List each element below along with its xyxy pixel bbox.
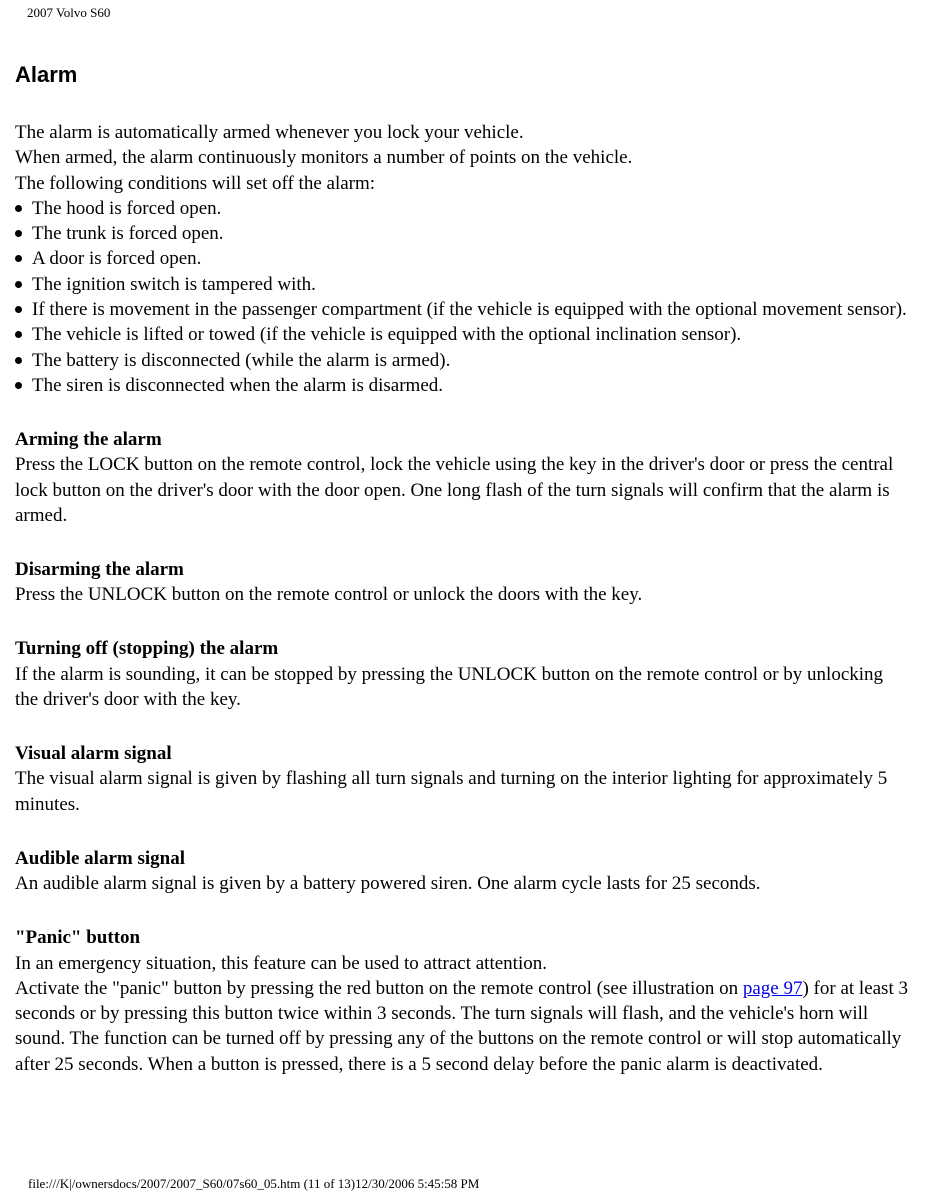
list-item xyxy=(15,196,910,221)
list-item-text: A door is forced open. xyxy=(32,248,202,270)
section-body: Press the UNLOCK button on the remote control or unlock the doors with the key. xyxy=(15,584,643,606)
alarm-conditions-list xyxy=(15,196,910,398)
section-audible-signal xyxy=(15,846,910,897)
section-panic-button xyxy=(15,925,910,1077)
section-turning-off xyxy=(15,636,910,712)
list-item xyxy=(15,221,910,246)
list-item-text: The hood is forced open. xyxy=(32,197,222,219)
section-body: In an emergency situation, this feature can be used to attract attention. xyxy=(15,952,547,974)
list-item-text: The siren is disconnected when the alarm is disarmed. xyxy=(32,374,444,396)
list-item xyxy=(15,246,910,271)
list-item-text: The vehicle is lifted or towed (if the vehicle is equipped with the optional inclination sensor). xyxy=(32,324,742,346)
page-97-link[interactable]: page 97 xyxy=(742,977,803,999)
page-title: Alarm xyxy=(15,62,78,87)
section-body xyxy=(15,976,910,1077)
section-arming xyxy=(15,427,910,528)
list-item xyxy=(15,373,910,398)
intro-line: When armed, the alarm continuously monitors a number of points on the vehicle. xyxy=(15,147,633,169)
bullet-icon xyxy=(15,205,22,212)
list-item-text: The ignition switch is tampered with. xyxy=(32,273,316,295)
list-item xyxy=(15,297,910,322)
section-heading: Turning off (stopping) the alarm xyxy=(15,638,279,660)
bullet-icon xyxy=(15,331,22,338)
bullet-icon xyxy=(15,382,22,389)
section-disarming xyxy=(15,557,910,608)
panic-text-before-link: Activate the "panic" button by pressing the red button on the remote control (see illustration on xyxy=(15,977,743,999)
section-heading: Disarming the alarm xyxy=(15,559,184,581)
list-item-text: If there is movement in the passenger compartment (if the vehicle is equipped with the optional movement sensor). xyxy=(32,299,907,321)
bullet-icon xyxy=(15,281,22,288)
section-body: Press the LOCK button on the remote control, lock the vehicle using the key in the driver's door or press the central lock button on the driver's door with the door open. One long flash of the turn signals will confirm that the alarm is armed. xyxy=(15,454,894,526)
list-item xyxy=(15,272,910,297)
document-footer: file:///K|/ownersdocs/2007/2007_S60/07s60_05.htm (11 of 13)12/30/2006 5:45:58 PM xyxy=(28,1176,480,1191)
bullet-icon xyxy=(15,255,22,262)
section-visual-signal xyxy=(15,741,910,817)
list-item xyxy=(15,322,910,347)
intro xyxy=(15,120,910,196)
bullet-icon xyxy=(15,230,22,237)
list-item-text: The trunk is forced open. xyxy=(32,223,224,245)
document-header: 2007 Volvo S60 xyxy=(27,5,111,20)
list-item xyxy=(15,348,910,373)
intro-line: The alarm is automatically armed whenever you lock your vehicle. xyxy=(15,122,524,143)
intro-line: The following conditions will set off the alarm: xyxy=(15,172,376,194)
section-body: An audible alarm signal is given by a battery powered siren. One alarm cycle lasts for 25 seconds. xyxy=(15,873,761,895)
section-body: The visual alarm signal is given by flashing all turn signals and turning on the interior lighting for approximately 5 minutes. xyxy=(15,768,888,815)
list-item-text: The battery is disconnected (while the alarm is armed). xyxy=(32,349,451,371)
section-heading: Visual alarm signal xyxy=(15,743,172,765)
section-heading: "Panic" button xyxy=(15,927,141,949)
section-heading: Arming the alarm xyxy=(15,429,162,451)
section-body: If the alarm is sounding, it can be stopped by pressing the UNLOCK button on the remote control or by unlocking the driver's door with the key. xyxy=(15,663,884,711)
bullet-icon xyxy=(15,357,22,364)
bullet-icon xyxy=(15,306,22,313)
main-content xyxy=(15,120,910,1077)
section-heading: Audible alarm signal xyxy=(15,847,185,869)
panic-text-after-link: ) for at least 3 seconds or by pressing this button twice within 3 seconds. The turn signals will flash, and the vehicle's horn will sound. The function can be turned off by pressing any of the buttons on the remote control or will stop automatically after 25 seconds. When a button is pressed, there is a 5 second delay before the panic alarm is deactivated. xyxy=(15,977,908,1075)
